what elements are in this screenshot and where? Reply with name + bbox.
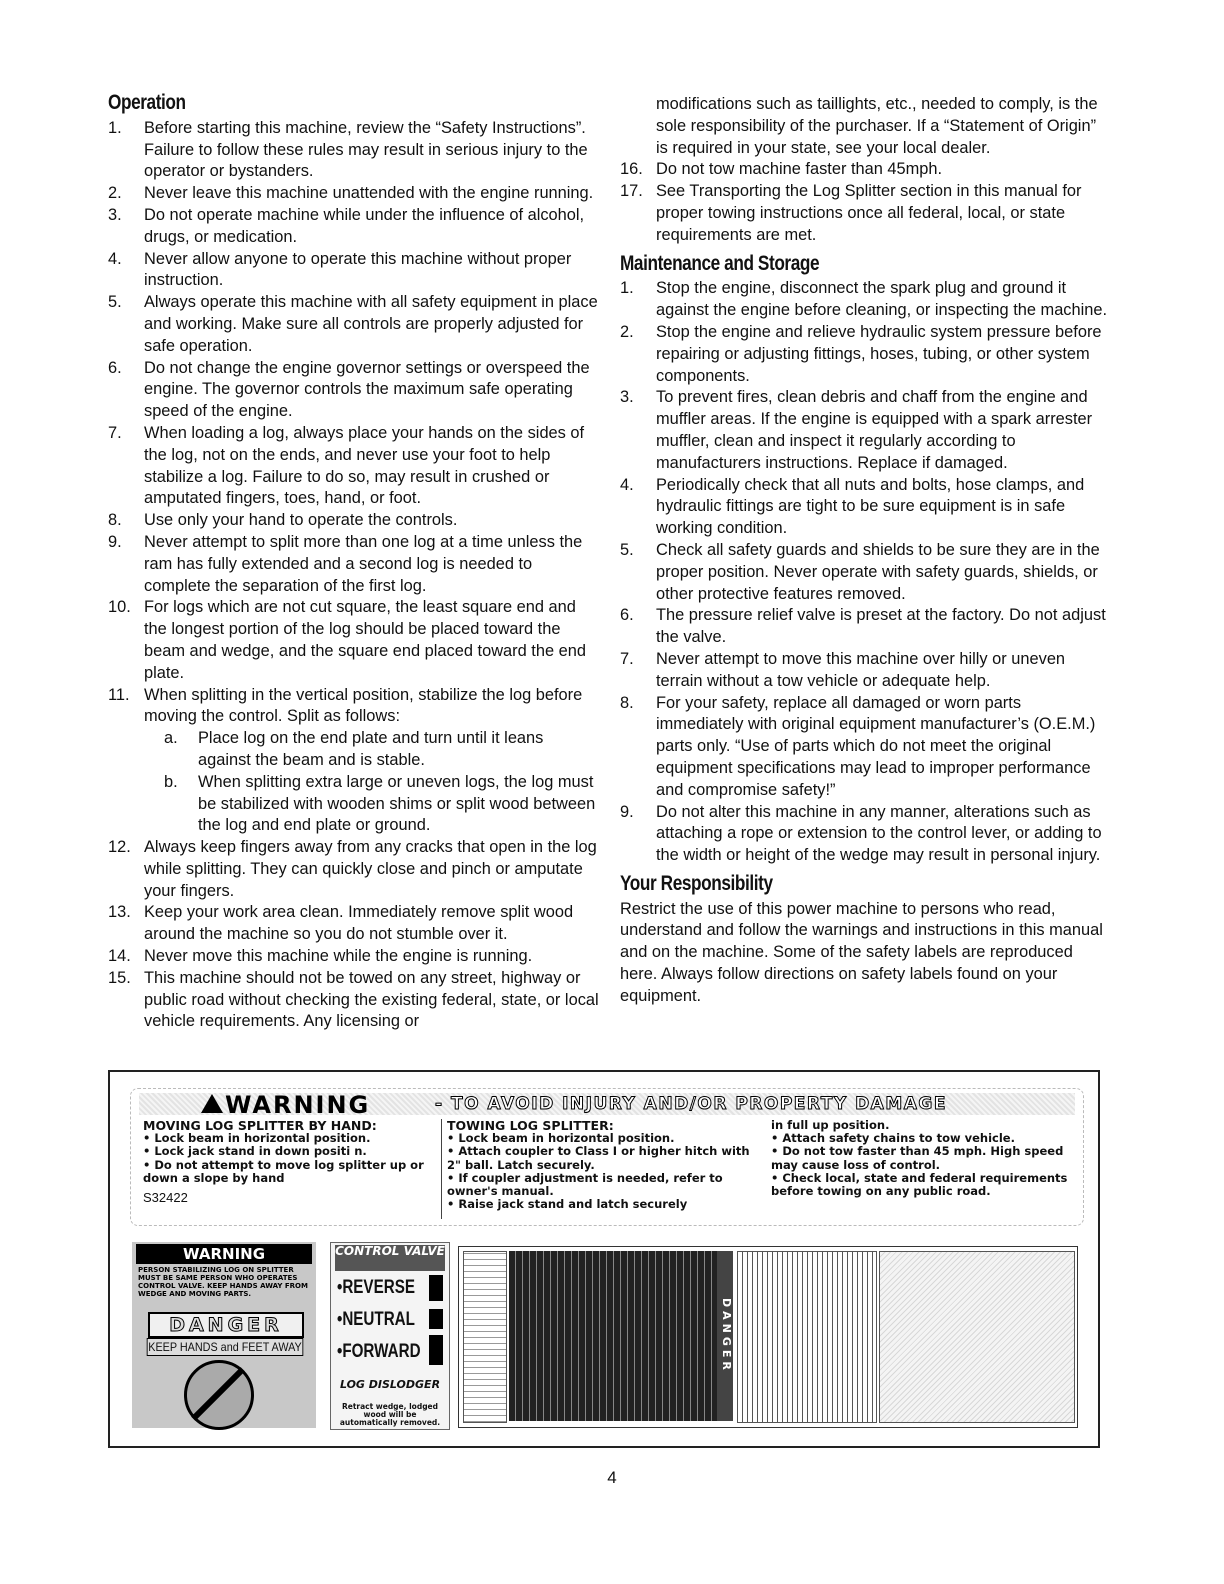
maintenance-list [620, 278, 1108, 867]
arrow-up-icon [429, 1275, 443, 1301]
warning-label [130, 1088, 1084, 1226]
list-item: 5. Always operate this machine with all safety equipment in place and working. Make sure all controls are properly adjusted for safe operation. [108, 293, 598, 355]
danger-strip: DANGER [717, 1251, 733, 1421]
warning-header [139, 1091, 1075, 1119]
list-item: 6. Do not change the engine governor settings or overspeed the engine. The governor controls the maximum safe operating speed of the engine. [108, 358, 590, 421]
part-number: S32422 [143, 1190, 188, 1206]
responsibility-text: Restrict the use of this power machine to persons who read, understand and follow the warnings and instructions in this manual and on the machine. Some of the safety labels are reproduced here. Always follow directions on safety labels found on your equipment. [620, 899, 1103, 1005]
list-item: 14. Never move this machine while the engine is running. [108, 947, 533, 966]
operator-instructions-block [737, 1251, 877, 1423]
decal-keep-away-text: KEEP HANDS and FEET AWAY [148, 1340, 302, 1354]
danger-instructions-decal [458, 1246, 1078, 1428]
list-item: a. Place log on the end plate and turn until it leans against the beam and is stable. [164, 729, 544, 769]
hand-warning-decal [132, 1242, 316, 1428]
decal-warning-text: PERSON STABILIZING LOG ON SPLITTER MUST BE SAME PERSON WHO OPERATES CONTROL VALVE. KEEP HANDS AWAY FROM WEDGE AND MOVING PARTS. [138, 1266, 308, 1298]
warning-triangle-icon [201, 1094, 223, 1113]
list-item: 5. Check all safety guards and shields to be sure they are in the proper position. Never operate with safety guards, shields, or other protective features removed. [620, 540, 1100, 603]
neutral-bar-icon [429, 1309, 443, 1329]
safety-labels-panel [108, 1070, 1100, 1448]
pictogram-strip [463, 1251, 507, 1423]
warning-and-valve-decals [124, 1236, 452, 1436]
right-column [620, 94, 1108, 1008]
list-item: 9. Do not alter this machine in any manner, alterations such as attaching a rope or extension to the control lever, or adding to the width or height of the wedge may result in personal injury. [620, 802, 1102, 865]
control-valve-decal [330, 1242, 450, 1430]
list-item: 16. Do not tow machine faster than 45mph. [620, 160, 943, 179]
decal-danger-word: DANGER [148, 1312, 304, 1338]
list-item: 12. Always keep fingers away from any cracks that open in the log while splitting. They can quickly close and pinch or amputate your fingers. [108, 838, 597, 900]
responsibility-heading: Your Responsibility [620, 871, 773, 895]
arrow-down-icon [429, 1335, 443, 1365]
forward-label: •FORWARD [337, 1341, 421, 1362]
list-item: b. When splitting extra large or uneven logs, the log must be stabilized with wooden shims or split wood between the log and end plate or ground. [164, 772, 596, 835]
log-dislodger-text: Retract wedge, lodged wood will be automatically removed. [339, 1402, 441, 1427]
list-item: 4. Periodically check that all nuts and bolts, hose clamps, and hydraulic fittings are tight to be sure equipment is in safe working condition. [620, 475, 1085, 538]
list-item: 10. For logs which are not cut square, the least square end and the longest portion of the log should be placed toward the beam and wedge, and the square end placed toward the end plate. [108, 598, 586, 682]
reverse-label: •REVERSE [337, 1277, 415, 1298]
towing-column: TOWING LOG SPLITTER: • Lock beam in horizontal position. • Attach coupler to Class I or higher hitch with 2" ball. Latch securely. • If coupler adjustment is needed, refer to owner's manual. • Raise jack stand and latch securely [447, 1118, 750, 1212]
list-item: 2. Stop the engine and relieve hydraulic system pressure before repairing or adjusting fittings, hoses, tubing, or other system components. [620, 322, 1102, 385]
list-item: 7. When loading a log, always place your hands on the sides of the log, not on the ends, and never use your foot to help stabilize a log. Failure to do so, may result in crushed or amputated fingers, toes, hand, or foot. [108, 423, 585, 508]
operation-list [108, 118, 600, 1033]
maintenance-heading: Maintenance and Storage [620, 251, 820, 275]
list-item: 2. Never leave this machine unattended with the engine running. [108, 184, 594, 203]
list-item: 3. Do not operate machine while under the influence of alcohol, drugs, or medication. [108, 205, 585, 246]
list-item: 1. Stop the engine, disconnect the spark plug and ground it against the engine before cleaning, or inspecting the machine. [620, 279, 1108, 320]
control-valve-title: CONTROL VALVE [335, 1245, 445, 1271]
danger-text-block [509, 1251, 717, 1421]
list-item: 3. To prevent fires, clean debris and chaff from the engine and muffler areas. If the engine is equipped with a spark arrester muffler, clean and inspect it regularly according to manufacturers instructions. Replace if damaged. [620, 388, 1093, 472]
list-item: 13. Keep your work area clean. Immediately remove split wood around the machine so you do not stumble over it. [108, 903, 574, 944]
list-item: 8. For your safety, replace all damaged or worn parts immediately with original equipment manufacturer’s (O.E.M.) parts only. “Use of parts which do not meet the original equipment specifications may lead to improper performance and compromise safety!” [620, 693, 1096, 799]
towing-column-continued: in full up position. • Attach safety chains to tow vehicle. • Do not tow faster than 45 mph. High speed may cause loss of control. • Check local, state and federal requirements before towing on any public road. [771, 1118, 1068, 1199]
list-item: 1. Before starting this machine, review the “Safety Instructions”. Failure to follow these rules may result in serious injury to the operator or bystanders. [108, 118, 588, 181]
no-hands-icon [184, 1360, 254, 1430]
log-dislodger-title: LOG DISLODGER [339, 1378, 441, 1391]
page-number: 4 [607, 1468, 617, 1487]
neutral-label: •NEUTRAL [337, 1309, 415, 1330]
operation-list-continued [620, 159, 1108, 246]
operation-heading: Operation [108, 91, 186, 114]
divider [441, 1119, 442, 1219]
sub-list [164, 728, 600, 837]
item-15-continuation: modifications such as taillights, etc., needed to comply, is the sole responsibility of the purchaser. If a “Statement of Origin” is required in your state, see your local dealer. [656, 95, 1098, 157]
list-item: 15. This machine should not be towed on any street, highway or public road without checking the existing federal, state, or local vehicle requirements. Any licensing or [108, 968, 599, 1031]
warning-headline: - TO AVOID INJURY AND/OR PROPERTY DAMAGE [435, 1094, 947, 1114]
list-item: 4. Never allow anyone to operate this machine without proper instruction. [108, 249, 572, 290]
list-item: 6. The pressure relief valve is preset at the factory. Do not adjust the valve. [620, 606, 1106, 647]
list-item: 9. Never attempt to split more than one log at a time unless the ram has fully extended and a second log is needed to complete the separation of the first log. [108, 532, 583, 595]
left-column [108, 92, 600, 1033]
moving-by-hand-column: MOVING LOG SPLITTER BY HAND: • Lock beam in horizontal position. • Lock jack stand in down positi n. • Do not attempt to move log splitter up or down a slope by hand S32422 [143, 1119, 435, 1204]
list-item: 7. Never attempt to move this machine over hilly or uneven terrain without a tow vehicle or adequate help. [620, 649, 1066, 690]
list-item: 11. When splitting in the vertical position, stabilize the log before moving the control. Split as follows: a. Place log on the end plate and turn until it leans against the beam and is stable. b. When splitting extra large or uneven logs, the log must be stabilized with wooden shims or split wood between the log and end plate or ground. [108, 685, 600, 838]
decal-warning-header: WARNING [136, 1244, 312, 1264]
position-illustrations [879, 1251, 1075, 1423]
list-item: 17. See Transporting the Log Splitter section in this manual for proper towing instructions once all federal, local, or state requirements are met. [620, 182, 1082, 244]
list-item: 8. Use only your hand to operate the controls. [108, 511, 458, 530]
warning-word: WARNING [225, 1091, 371, 1119]
